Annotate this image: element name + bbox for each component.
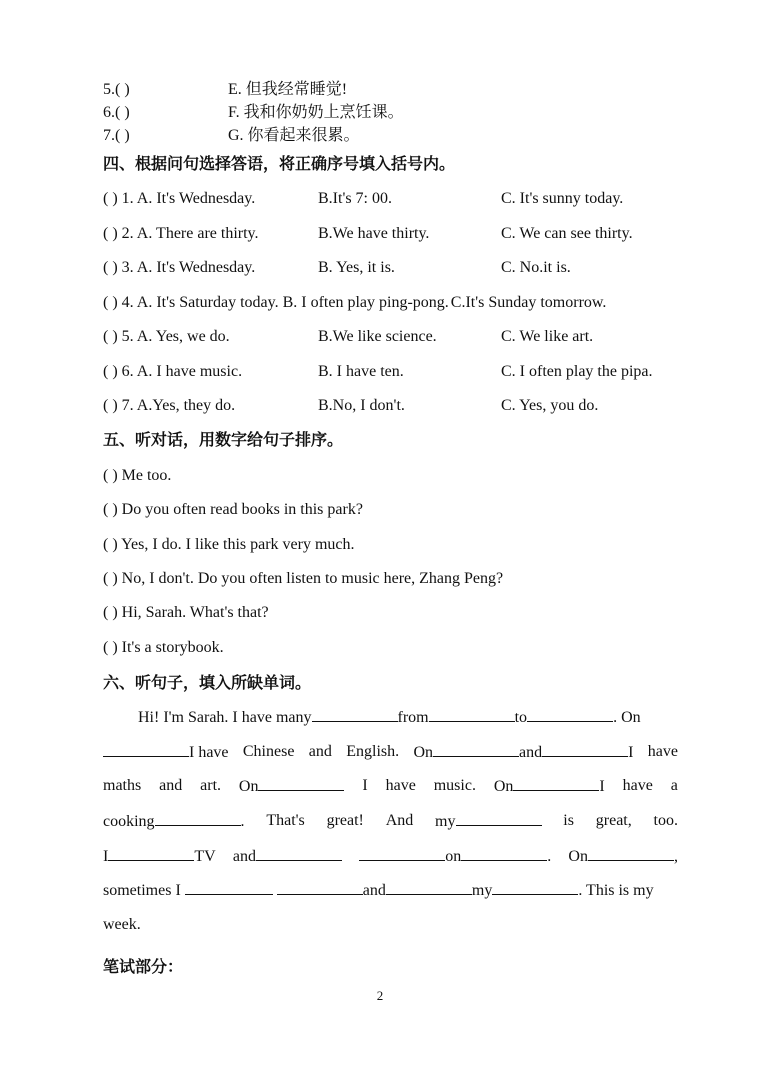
answer-blank[interactable]: [256, 846, 342, 861]
question-row: [103, 327, 678, 347]
question-row: [103, 293, 678, 313]
answer-blank[interactable]: [542, 742, 628, 757]
question-option-b: B. I have ten.: [318, 363, 404, 380]
answer-blank[interactable]: [277, 880, 363, 895]
paragraph-line: cooking . That's great! And my is great, too.: [103, 812, 678, 830]
order-item: ( ) Do you often read books in this park?: [103, 501, 363, 518]
answer-blank[interactable]: [461, 846, 547, 861]
answer-blank[interactable]: [359, 846, 445, 861]
question-option-c: C. We can see thirty.: [501, 225, 633, 242]
question-option-b: B.It's 7: 00.: [318, 190, 392, 207]
question-option-c: C. Yes, you do.: [501, 397, 599, 414]
order-item: ( ) Yes, I do. I like this park very much.: [103, 536, 355, 553]
match-option: F. 我和你奶奶上烹饪课。: [228, 104, 404, 121]
question-option-a: ( ) 2. A. There are thirty.: [103, 225, 259, 242]
question-option-b: B.No, I don't.: [318, 397, 405, 414]
answer-blank[interactable]: [527, 707, 613, 722]
question-option-a: ( ) 3. A. It's Wednesday.: [103, 259, 256, 276]
paragraph-line: maths and art. On I have music. On I have a: [103, 777, 678, 795]
question-option-b: B. I often play ping-pong.: [282, 294, 449, 311]
question-row: [103, 362, 678, 382]
order-item: ( ) Hi, Sarah. What's that?: [103, 604, 269, 621]
match-item-7: [103, 126, 678, 146]
match-number: 7.( ): [103, 127, 130, 144]
question-row: [103, 396, 678, 416]
question-option-a: ( ) 6. A. I have music.: [103, 363, 243, 380]
fill-in-paragraph: [103, 707, 678, 727]
question-option-b: B. Yes, it is.: [318, 259, 395, 276]
question-option-b: B.We have thirty.: [318, 225, 430, 242]
question-option-a: ( ) 4. A. It's Saturday today.: [103, 294, 279, 311]
answer-blank[interactable]: [492, 880, 578, 895]
paragraph-last-line: week.: [103, 916, 141, 933]
question-option-a: ( ) 7. A.Yes, they do.: [103, 397, 236, 414]
question-option-c: C. We like art.: [501, 328, 594, 345]
section4-heading: 四、根据问句选择答语，将正确序号填入括号内。: [103, 154, 456, 173]
match-option: E. 但我经常睡觉!: [228, 81, 348, 98]
section5-heading: 五、听对话，用数字给句子排序。: [103, 430, 344, 449]
question-option-c: C. No.it is.: [501, 259, 571, 276]
match-item-6: [103, 103, 678, 123]
order-item: ( ) It's a storybook.: [103, 639, 224, 656]
question-row: [103, 224, 678, 244]
question-option-b: B.We like science.: [318, 328, 437, 345]
question-row: [103, 258, 678, 278]
section6-heading: 六、听句子，填入所缺单词。: [103, 673, 312, 692]
question-row: [103, 189, 678, 209]
answer-blank[interactable]: [258, 776, 344, 791]
match-number: 5.( ): [103, 81, 130, 98]
answer-blank[interactable]: [456, 811, 542, 826]
page-number: 2: [376, 988, 384, 1003]
answer-blank[interactable]: [588, 846, 674, 861]
answer-blank[interactable]: [185, 880, 273, 895]
question-option-c: C.It's Sunday tomorrow.: [450, 294, 607, 311]
question-option-c: C. I often play the pipa.: [501, 363, 653, 380]
match-item-5: [103, 80, 678, 100]
answer-blank[interactable]: [433, 742, 519, 757]
match-option: G. 你看起来很累。: [228, 127, 360, 144]
answer-blank[interactable]: [312, 707, 398, 722]
answer-blank[interactable]: [386, 880, 472, 895]
order-item: ( ) Me too.: [103, 467, 172, 484]
question-option-c: C. It's sunny today.: [501, 190, 624, 207]
match-number: 6.( ): [103, 104, 130, 121]
question-option-a: ( ) 1. A. It's Wednesday.: [103, 190, 256, 207]
paragraph-line: sometimes I and my . This is my: [103, 882, 654, 899]
paragraph-line: I have Chinese and English. On and I have: [103, 742, 678, 763]
answer-blank[interactable]: [103, 742, 189, 757]
written-part-heading: 笔试部分：: [103, 957, 184, 976]
answer-blank[interactable]: [513, 776, 599, 791]
paragraph-line: I TV and on . On ,: [103, 848, 678, 865]
answer-blank[interactable]: [108, 846, 194, 861]
answer-blank[interactable]: [429, 707, 515, 722]
question-option-a: ( ) 5. A. Yes, we do.: [103, 328, 230, 345]
paragraph-line: [103, 707, 678, 727]
paragraph-text: Hi! I'm Sarah. I have many from to . On: [138, 709, 641, 726]
order-item: ( ) No, I don't. Do you often listen to music here, Zhang Peng?: [103, 570, 504, 587]
answer-blank[interactable]: [155, 811, 241, 826]
